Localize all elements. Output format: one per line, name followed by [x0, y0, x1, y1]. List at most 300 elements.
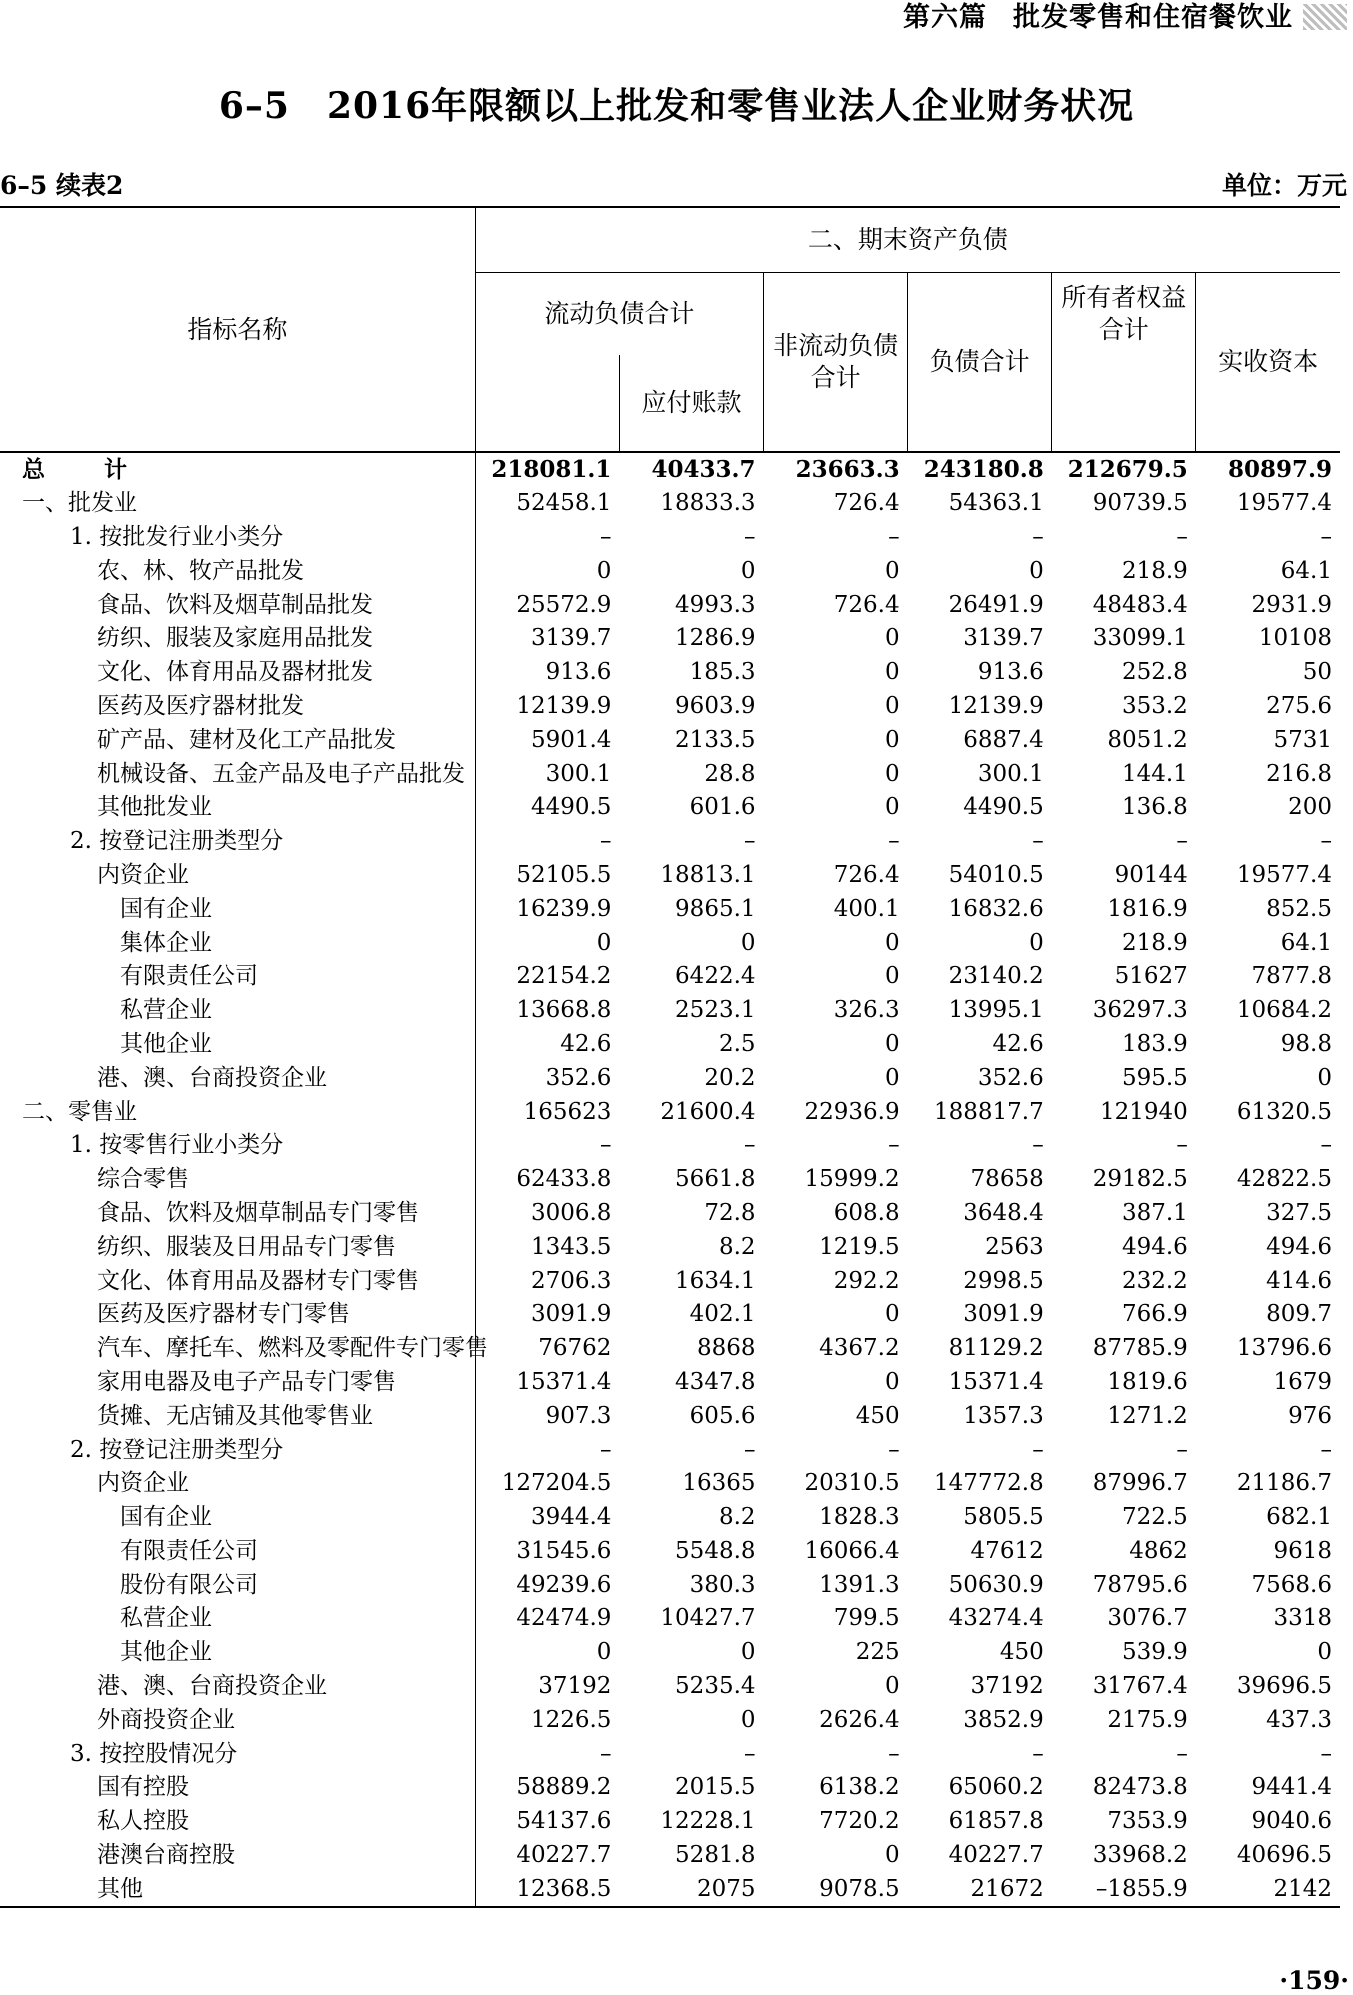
row-label: 3. 按控股情况分	[0, 1737, 475, 1771]
row-label: 总 计	[0, 452, 475, 487]
cell-value: 64.1	[1280, 929, 1332, 956]
cell-value: 183.9	[1121, 1030, 1188, 1057]
cell-value: 601.6	[689, 794, 756, 821]
cell-value: 16365	[682, 1470, 756, 1497]
cell-value: 1816.9	[1107, 895, 1188, 922]
cell-value: 13796.6	[1236, 1335, 1332, 1362]
row-label: 股份有限公司	[0, 1568, 475, 1602]
row-label: 私营企业	[0, 994, 475, 1028]
row-label: 内资企业	[0, 859, 475, 893]
row-label: 医药及医疗器材批发	[0, 690, 475, 724]
cell-value: 78658	[970, 1166, 1044, 1193]
page-title: 6–5 2016年限额以上批发和零售业法人企业财务状况	[218, 85, 1135, 127]
cell-value: –	[1032, 828, 1044, 855]
cell-value: –	[1176, 1740, 1188, 1767]
cell-value: 726.4	[833, 490, 900, 517]
row-label: 文化、体育用品及器材专门零售	[0, 1264, 475, 1298]
cell-value: 26491.9	[948, 591, 1044, 618]
cell-value: 608.8	[833, 1199, 900, 1226]
cell-value: 4490.5	[963, 794, 1044, 821]
row-label: 私营企业	[0, 1602, 475, 1636]
cell-value: –	[744, 1132, 756, 1159]
cell-value: 20.2	[704, 1064, 756, 1091]
cell-value: 352.6	[545, 1064, 612, 1091]
cell-value: 7877.8	[1251, 963, 1332, 990]
col-paid-in-capital-header: 实收资本	[1196, 273, 1340, 453]
cell-value: 98.8	[1280, 1030, 1332, 1057]
cell-value: 42822.5	[1236, 1166, 1332, 1193]
cell-value: –1855.9	[1052, 1872, 1196, 1907]
cell-value: 31767.4	[1092, 1673, 1188, 1700]
cell-value: –	[1320, 1436, 1332, 1463]
cell-value: 7353.9	[1107, 1808, 1188, 1835]
cell-value: 907.3	[545, 1402, 612, 1429]
table-row	[0, 1298, 1340, 1332]
cell-value: 387.1	[1121, 1199, 1188, 1226]
cell-value: 494.6	[1266, 1233, 1332, 1260]
cell-value: 21672	[908, 1872, 1052, 1907]
cell-value: 8.2	[718, 1233, 756, 1260]
table-row	[0, 892, 1340, 926]
cell-value: 3318	[1273, 1605, 1332, 1632]
row-label: 有限责任公司	[0, 1535, 475, 1569]
cell-value: 25572.9	[516, 591, 612, 618]
cell-value: 65060.2	[948, 1774, 1044, 1801]
cell-value: 450	[999, 1639, 1044, 1666]
cell-value: 218.9	[1121, 929, 1188, 956]
row-label: 国有控股	[0, 1771, 475, 1805]
cell-value: 0	[884, 963, 900, 990]
running-header	[877, 0, 1293, 36]
cell-value: 40433.7	[619, 452, 763, 487]
cell-value: 18813.1	[660, 861, 756, 888]
row-label: 纺织、服装及日用品专门零售	[0, 1230, 475, 1264]
cell-value: 10108	[1258, 625, 1332, 652]
row-label: 内资企业	[0, 1467, 475, 1501]
table-row	[0, 859, 1340, 893]
cell-value: 3648.4	[963, 1199, 1044, 1226]
cell-value: 3944.4	[530, 1504, 612, 1531]
cell-value: –	[888, 523, 900, 550]
row-label: 综合零售	[0, 1163, 475, 1197]
cell-value: 1226.5	[530, 1706, 612, 1733]
cell-value: 5235.4	[675, 1673, 756, 1700]
row-label: 农、林、牧产品批发	[0, 554, 475, 588]
cell-value: 1819.6	[1107, 1368, 1188, 1395]
cell-value: 0	[884, 1030, 900, 1057]
cell-value: 0	[884, 726, 900, 753]
cell-value: 300.1	[977, 760, 1044, 787]
cell-value: 80897.9	[1196, 452, 1340, 487]
cell-value: 0	[884, 625, 900, 652]
cell-value: 9603.9	[675, 692, 756, 719]
cell-value: 40227.7	[948, 1842, 1044, 1869]
cell-value: –	[1032, 1436, 1044, 1463]
cell-value: 147772.8	[933, 1470, 1044, 1497]
cell-value: –	[1320, 828, 1332, 855]
cell-value: 437.3	[1266, 1706, 1332, 1733]
cell-value: 8868	[696, 1335, 756, 1362]
cell-value: –	[1176, 1132, 1188, 1159]
row-label: 矿产品、建材及化工产品批发	[0, 723, 475, 757]
table-row	[0, 960, 1340, 994]
row-label: 家用电器及电子产品专门零售	[0, 1366, 475, 1400]
row-label: 港、澳、台商投资企业	[0, 1061, 475, 1095]
table-row	[0, 1737, 1340, 1771]
row-label: 外商投资企业	[0, 1703, 475, 1737]
cell-value: 6138.2	[819, 1774, 900, 1801]
cell-value: –	[744, 523, 756, 550]
cell-value: 243180.8	[908, 452, 1052, 487]
cell-value: 21186.7	[1236, 1470, 1332, 1497]
row-label: 有限责任公司	[0, 960, 475, 994]
cell-value: 51627	[1114, 963, 1188, 990]
cell-value: 0	[884, 1064, 900, 1091]
row-label: 国有企业	[0, 1501, 475, 1535]
table-row	[0, 521, 1340, 555]
cell-value: 19577.4	[1236, 861, 1332, 888]
cell-value: –	[599, 1132, 612, 1159]
cell-value: 39696.5	[1236, 1673, 1332, 1700]
cell-value: 414.6	[1266, 1267, 1332, 1294]
cell-value: 852.5	[1266, 895, 1332, 922]
row-label: 文化、体育用品及器材批发	[0, 656, 475, 690]
cell-value: 15371.4	[516, 1368, 612, 1395]
label-column-header: 指标名称	[0, 207, 475, 452]
cell-value: 78795.6	[1092, 1571, 1188, 1598]
row-label: 医药及医疗器材专门零售	[0, 1298, 475, 1332]
cell-value: 2133.5	[675, 726, 756, 753]
cell-value: 3139.7	[530, 625, 612, 652]
cell-value: 1343.5	[530, 1233, 612, 1260]
row-label: 食品、饮料及烟草制品专门零售	[0, 1197, 475, 1231]
cell-value: 2.5	[718, 1030, 756, 1057]
row-label: 汽车、摩托车、燃料及零配件专门零售	[0, 1332, 475, 1366]
cell-value: 353.2	[1121, 692, 1188, 719]
table-row	[0, 1163, 1340, 1197]
cell-value: 90739.5	[1092, 490, 1188, 517]
row-label: 货摊、无店铺及其他零售业	[0, 1399, 475, 1433]
cell-value: 0	[740, 1639, 756, 1666]
table-row	[0, 1872, 1340, 1907]
cell-value: 0	[884, 557, 900, 584]
table-row	[0, 1771, 1340, 1805]
row-label: 2. 按登记注册类型分	[0, 825, 475, 859]
cell-value: 450	[855, 1402, 900, 1429]
cell-value: 400.1	[833, 895, 900, 922]
table-row	[0, 1805, 1340, 1839]
cell-value: 3076.7	[1107, 1605, 1188, 1632]
cell-value: 28.8	[704, 760, 756, 787]
cell-value: 2175.9	[1107, 1706, 1188, 1733]
cell-value: 54137.6	[516, 1808, 612, 1835]
cell-value: 1271.2	[1107, 1402, 1188, 1429]
table-row	[0, 825, 1340, 859]
cell-value: 40227.7	[516, 1842, 612, 1869]
cell-value: 0	[1317, 1064, 1332, 1091]
table-row	[0, 656, 1340, 690]
unit-label: 单位：万元	[1221, 171, 1347, 200]
cell-value: 4347.8	[675, 1368, 756, 1395]
cell-value: 61320.5	[1236, 1098, 1332, 1125]
col-total-liabilities-header: 负债合计	[908, 273, 1052, 453]
row-label: 其他批发业	[0, 791, 475, 825]
table-row	[0, 791, 1340, 825]
cell-value: 5731	[1273, 726, 1332, 753]
table-row	[0, 1095, 1340, 1129]
cell-value: –	[888, 1740, 900, 1767]
cell-value: 48483.4	[1092, 591, 1188, 618]
cell-value: 218.9	[1121, 557, 1188, 584]
cell-value: 1634.1	[675, 1267, 756, 1294]
cell-value: 16239.9	[516, 895, 612, 922]
cell-value: 2563	[985, 1233, 1044, 1260]
table-row	[0, 1230, 1340, 1264]
cell-value: 352.6	[977, 1064, 1044, 1091]
row-label: 私人控股	[0, 1805, 475, 1839]
row-label: 一、批发业	[0, 487, 475, 521]
cell-value: 10427.7	[660, 1605, 756, 1632]
table-row	[0, 1467, 1340, 1501]
col-owners-equity-spacer	[1052, 355, 1196, 452]
cell-value: 54010.5	[948, 861, 1044, 888]
table-row	[0, 1670, 1340, 1704]
cell-value: 5281.8	[675, 1842, 756, 1869]
table-row	[0, 1366, 1340, 1400]
cell-value: 8.2	[718, 1504, 756, 1531]
table-row	[0, 1636, 1340, 1670]
row-label: 机械设备、五金产品及电子产品批发	[0, 757, 475, 791]
cell-value: 31545.6	[516, 1537, 612, 1564]
table-row	[0, 723, 1340, 757]
table-continuation-label: 6–5 续表2	[0, 171, 124, 200]
section-label: 批发零售和住宿餐饮业	[1013, 2, 1293, 33]
table-row	[0, 1535, 1340, 1569]
table-row	[0, 1129, 1340, 1163]
cell-value: 12139.9	[516, 692, 612, 719]
cell-value: –	[1320, 523, 1332, 550]
group-header: 二、期末资产负债	[475, 207, 1340, 273]
cell-value: 52105.5	[516, 861, 612, 888]
row-label: 1. 按批发行业小类分	[0, 521, 475, 555]
cell-value: 0	[740, 1706, 756, 1733]
cell-value: 722.5	[1121, 1504, 1188, 1531]
cell-value: 3006.8	[530, 1199, 612, 1226]
cell-value: 766.9	[1121, 1301, 1188, 1328]
cell-value: –	[599, 828, 612, 855]
cell-value: 18833.3	[660, 490, 756, 517]
cell-value: 2523.1	[675, 997, 756, 1024]
checker-decoration-icon	[1303, 4, 1347, 30]
cell-value: 218081.1	[475, 452, 619, 487]
table-row	[0, 1602, 1340, 1636]
table-header	[0, 207, 1340, 452]
cell-value: –	[599, 1740, 612, 1767]
cell-value: 1828.3	[819, 1504, 900, 1531]
row-label: 食品、饮料及烟草制品批发	[0, 588, 475, 622]
cell-value: 726.4	[833, 861, 900, 888]
row-label: 纺织、服装及家庭用品批发	[0, 622, 475, 656]
cell-value: 0	[884, 929, 900, 956]
cell-value: 82473.8	[1092, 1774, 1188, 1801]
table-row	[0, 1703, 1340, 1737]
cell-value: 33968.2	[1092, 1842, 1188, 1869]
table-row	[0, 926, 1340, 960]
cell-value: 165623	[523, 1098, 612, 1125]
cell-value: 300.1	[545, 760, 612, 787]
cell-value: 20310.5	[804, 1470, 900, 1497]
table-row	[0, 1501, 1340, 1535]
cell-value: 3091.9	[963, 1301, 1044, 1328]
cell-value: 7720.2	[819, 1808, 900, 1835]
table-row	[0, 994, 1340, 1028]
cell-value: 121940	[1100, 1098, 1188, 1125]
table-row	[0, 1197, 1340, 1231]
cell-value: 0	[596, 929, 612, 956]
table-row	[0, 1264, 1340, 1298]
financial-table	[0, 206, 1340, 1908]
cell-value: 2931.9	[1251, 591, 1332, 618]
table-row	[0, 622, 1340, 656]
col-owners-equity-header: 所有者权益合计	[1052, 273, 1196, 356]
row-label: 集体企业	[0, 926, 475, 960]
cell-value: 87996.7	[1092, 1470, 1188, 1497]
cell-value: –	[599, 523, 612, 550]
cell-value: 42.6	[560, 1030, 612, 1057]
table-body	[0, 452, 1340, 1907]
page-number: ·159·	[1279, 1966, 1349, 1995]
cell-value: –	[744, 1740, 756, 1767]
cell-value: 90144	[1114, 861, 1188, 888]
cell-value: 188817.7	[933, 1098, 1044, 1125]
cell-value: 9618	[1273, 1537, 1332, 1564]
cell-value: 0	[884, 1301, 900, 1328]
cell-value: 275.6	[1266, 692, 1332, 719]
cell-value: 0	[1029, 557, 1044, 584]
col-noncurrent-liabilities-header: 非流动负债合计	[764, 273, 908, 453]
cell-value: 9865.1	[675, 895, 756, 922]
cell-value: 50	[1302, 659, 1332, 686]
cell-value: 50630.9	[948, 1571, 1044, 1598]
cell-value: 21600.4	[660, 1098, 756, 1125]
cell-value: 799.5	[833, 1605, 900, 1632]
cell-value: 13995.1	[948, 997, 1044, 1024]
table-row	[0, 1839, 1340, 1873]
row-label: 其他	[0, 1872, 475, 1907]
cell-value: 5901.4	[530, 726, 612, 753]
cell-value: 15371.4	[948, 1368, 1044, 1395]
cell-value: 0	[740, 557, 756, 584]
cell-value: 22154.2	[516, 963, 612, 990]
cell-value: 2998.5	[963, 1267, 1044, 1294]
cell-value: 19577.4	[1236, 490, 1332, 517]
row-label: 2. 按登记注册类型分	[0, 1433, 475, 1467]
cell-value: 200	[1288, 794, 1332, 821]
cell-value: 539.9	[1121, 1639, 1188, 1666]
cell-value: 72.8	[704, 1199, 756, 1226]
cell-value: 0	[740, 929, 756, 956]
cell-value: –	[599, 1436, 612, 1463]
row-label: 其他企业	[0, 1636, 475, 1670]
cell-value: 23140.2	[948, 963, 1044, 990]
cell-value: 0	[596, 557, 612, 584]
cell-value: 5548.8	[675, 1537, 756, 1564]
row-label: 二、零售业	[0, 1095, 475, 1129]
cell-value: 58889.2	[516, 1774, 612, 1801]
cell-value: 292.2	[833, 1267, 900, 1294]
cell-value: 2142	[1196, 1872, 1340, 1907]
cell-value: –	[744, 1436, 756, 1463]
cell-value: 37192	[970, 1673, 1044, 1700]
cell-value: 4367.2	[819, 1335, 900, 1362]
cell-value: 0	[884, 1842, 900, 1869]
cell-value: 9441.4	[1251, 1774, 1332, 1801]
cell-value: 9040.6	[1251, 1808, 1332, 1835]
table-row	[0, 1028, 1340, 1062]
cell-value: 16066.4	[804, 1537, 900, 1564]
cell-value: 5805.5	[963, 1504, 1044, 1531]
cell-value: 42474.9	[516, 1605, 612, 1632]
cell-value: 13668.8	[516, 997, 612, 1024]
cell-value: 37192	[538, 1673, 612, 1700]
cell-value: 2626.4	[819, 1706, 900, 1733]
cell-value: 0	[884, 760, 900, 787]
cell-value: 76762	[538, 1335, 612, 1362]
col-current-liabilities-spacer	[475, 355, 619, 452]
cell-value: 2075	[619, 1872, 763, 1907]
row-label: 港、澳、台商投资企业	[0, 1670, 475, 1704]
cell-value: –	[1320, 1132, 1332, 1159]
table-row	[0, 1568, 1340, 1602]
cell-value: 682.1	[1266, 1504, 1332, 1531]
cell-value: 12228.1	[660, 1808, 756, 1835]
cell-value: 726.4	[833, 591, 900, 618]
cell-value: 252.8	[1121, 659, 1188, 686]
cell-value: 1286.9	[675, 625, 756, 652]
cell-value: 605.6	[689, 1402, 756, 1429]
cell-value: 232.2	[1121, 1267, 1188, 1294]
row-label: 其他企业	[0, 1028, 475, 1062]
cell-value: 494.6	[1121, 1233, 1188, 1260]
table-row	[0, 588, 1340, 622]
cell-value: 87785.9	[1092, 1335, 1188, 1362]
cell-value: –	[888, 1436, 900, 1463]
table-row	[0, 1433, 1340, 1467]
cell-value: 40696.5	[1236, 1842, 1332, 1869]
cell-value: 23663.3	[764, 452, 908, 487]
cell-value: 2706.3	[530, 1267, 612, 1294]
table-row	[0, 452, 1340, 487]
table-row	[0, 487, 1340, 521]
cell-value: –	[1032, 523, 1044, 550]
cell-value: 43274.4	[948, 1605, 1044, 1632]
cell-value: 49239.6	[516, 1571, 612, 1598]
table-row	[0, 690, 1340, 724]
part-label: 第六篇	[903, 2, 987, 33]
cell-value: 0	[1029, 929, 1044, 956]
cell-value: –	[1176, 523, 1188, 550]
cell-value: 47612	[970, 1537, 1044, 1564]
cell-value: 81129.2	[948, 1335, 1044, 1362]
cell-value: 4862	[1129, 1537, 1188, 1564]
table-row	[0, 1332, 1340, 1366]
cell-value: 6422.4	[675, 963, 756, 990]
cell-value: 327.5	[1266, 1199, 1332, 1226]
cell-value: 1391.3	[819, 1571, 900, 1598]
table-row	[0, 757, 1340, 791]
cell-value: 0	[884, 1368, 900, 1395]
cell-value: 3091.9	[530, 1301, 612, 1328]
